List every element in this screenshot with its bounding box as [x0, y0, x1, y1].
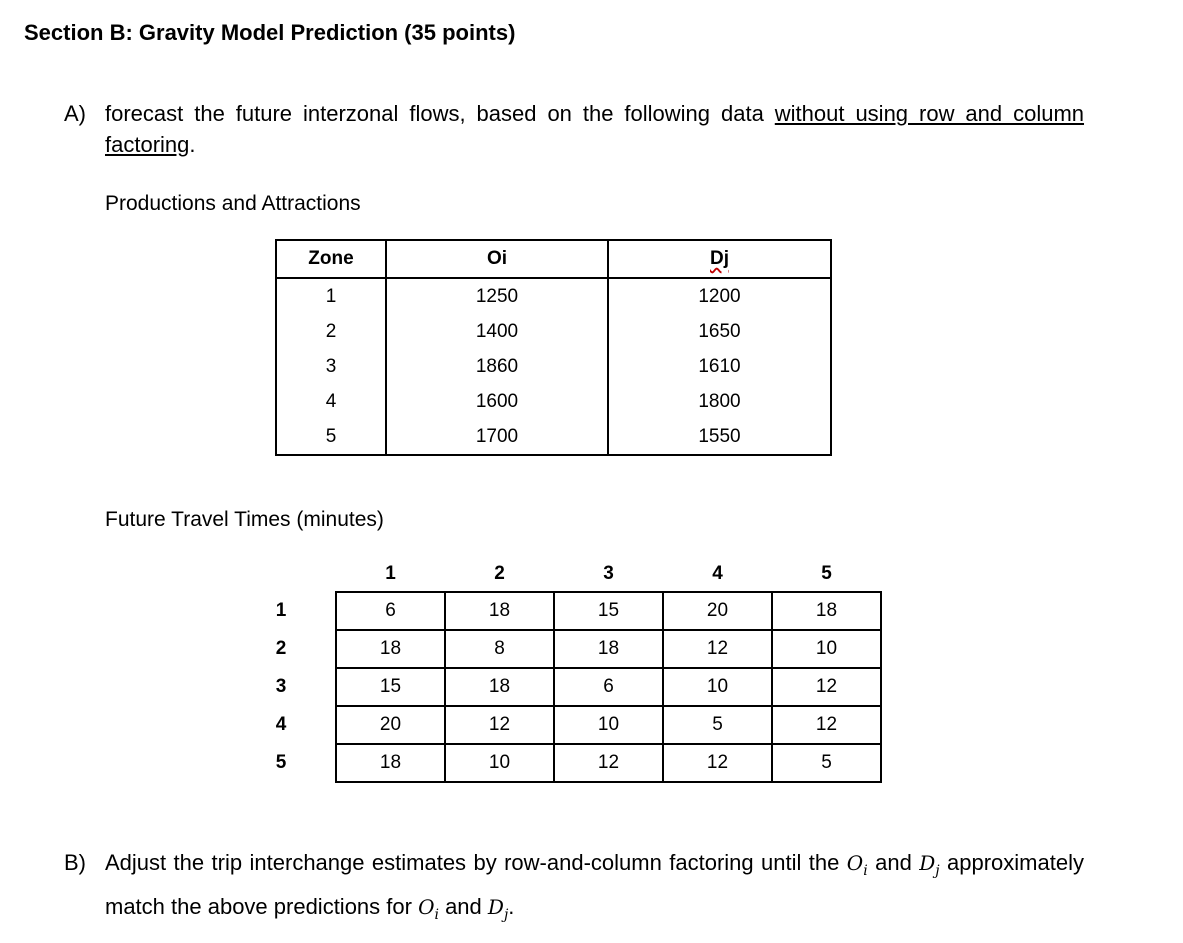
part-b-text: [105, 845, 1084, 933]
gap-cell: [300, 744, 336, 782]
dj-symbol-letter: D: [487, 895, 504, 919]
gap-cell: [300, 706, 336, 744]
travel-times-header-row: [262, 557, 881, 592]
time-cell: 18: [772, 592, 881, 630]
part-b-and-2: and: [438, 894, 488, 919]
time-cell: 10: [445, 744, 554, 782]
table-row: [276, 419, 831, 455]
time-cell: 15: [554, 592, 663, 630]
time-cell: 20: [336, 706, 445, 744]
part-a-text-after: .: [189, 132, 196, 157]
part-a-underlined-text: without using row and column factoring: [105, 101, 1085, 157]
table-row: [262, 744, 881, 782]
header-zone: Zone: [276, 240, 386, 278]
zone-cell: 4: [276, 384, 386, 419]
oi-cell: 1860: [386, 349, 608, 384]
part-a-text-before: forecast the future interzonal flows, based on the following data: [105, 101, 775, 126]
time-cell: 12: [445, 706, 554, 744]
part-a-label: A): [64, 101, 86, 126]
row-header: 4: [275, 714, 287, 735]
part-a-text: [105, 98, 1084, 160]
header-dj: [608, 240, 831, 278]
table-row: [276, 278, 831, 314]
dj-symbol-letter: D: [919, 851, 936, 875]
dj-cell: 1550: [698, 425, 741, 447]
time-cell: 10: [772, 630, 881, 668]
time-cell: 5: [663, 706, 772, 744]
table-row: [276, 384, 831, 419]
col-header: 3: [603, 563, 614, 584]
time-cell: 12: [772, 706, 881, 744]
productions-table: [275, 239, 832, 456]
col-header: 4: [712, 563, 723, 584]
travel-times-table: [262, 557, 882, 783]
oi-symbol-letter: O: [846, 851, 864, 875]
time-cell: 20: [663, 592, 772, 630]
productions-heading: Productions and Attractions: [105, 192, 361, 215]
productions-header-row: [276, 240, 831, 278]
time-cell: 18: [445, 668, 554, 706]
oi-symbol-subscript: i: [863, 863, 868, 879]
time-cell: 18: [445, 592, 554, 630]
header-dj-text: Dj: [710, 248, 729, 269]
time-cell: 12: [772, 668, 881, 706]
oi-cell: 1700: [386, 419, 608, 455]
oi-cell: 1600: [386, 384, 608, 419]
time-cell: 12: [554, 744, 663, 782]
dj-cell: 1800: [698, 390, 741, 412]
time-cell: 6: [554, 668, 663, 706]
row-header: 2: [275, 638, 287, 659]
gap-cell: [300, 592, 336, 630]
corner-cell: [262, 557, 300, 592]
dj-cell: 1200: [698, 285, 741, 307]
part-b-text-2: approximately match the above predictions for: [105, 850, 1084, 919]
zone-cell: 2: [276, 314, 386, 349]
zone-cell: 3: [276, 349, 386, 384]
oi-symbol: [418, 895, 439, 923]
gap-cell: [300, 557, 336, 592]
dj-symbol: [919, 851, 940, 879]
dj-cell: 1610: [698, 355, 741, 377]
dj-symbol-subscript: j: [503, 907, 509, 923]
time-cell: 18: [554, 630, 663, 668]
oi-cell: 1250: [386, 278, 608, 314]
time-cell: 8: [445, 630, 554, 668]
part-b-text-1: Adjust the trip interchange estimates by row-and-column factoring until the: [105, 850, 847, 875]
zone-cell: 1: [276, 278, 386, 314]
row-header: 3: [275, 676, 287, 697]
time-cell: 18: [336, 630, 445, 668]
time-cell: 12: [663, 630, 772, 668]
part-b-label: B): [64, 850, 86, 875]
oi-cell: 1400: [386, 314, 608, 349]
row-header: 5: [275, 752, 287, 773]
oi-symbol-subscript: i: [434, 907, 439, 923]
header-oi: Oi: [386, 240, 608, 278]
dj-cell: 1650: [698, 320, 741, 342]
time-cell: 10: [554, 706, 663, 744]
table-row: [262, 668, 881, 706]
gap-cell: [300, 668, 336, 706]
time-cell: 15: [336, 668, 445, 706]
section-title: Section B: Gravity Model Prediction (35 points): [24, 20, 516, 45]
time-cell: 12: [663, 744, 772, 782]
table-row: [262, 706, 881, 744]
table-row: [262, 592, 881, 630]
gap-cell: [300, 630, 336, 668]
row-header: 1: [275, 600, 287, 621]
table-row: [262, 630, 881, 668]
col-header: 5: [821, 563, 832, 584]
col-header: 2: [494, 563, 505, 584]
part-b-and-1: and: [867, 850, 920, 875]
time-cell: 6: [336, 592, 445, 630]
travel-times-heading: Future Travel Times (minutes): [105, 508, 384, 531]
dj-symbol: [487, 895, 509, 923]
oi-symbol-letter: O: [418, 895, 435, 919]
part-a-question: [64, 98, 1084, 160]
dj-symbol-subscript: j: [935, 863, 940, 879]
part-b-text-end: .: [508, 894, 515, 919]
table-row: [276, 349, 831, 384]
oi-symbol: [846, 851, 868, 879]
col-header: 1: [385, 563, 396, 584]
time-cell: 5: [772, 744, 881, 782]
part-b-question: [64, 845, 1084, 933]
zone-cell: 5: [276, 419, 386, 455]
time-cell: 18: [336, 744, 445, 782]
table-row: [276, 314, 831, 349]
time-cell: 10: [663, 668, 772, 706]
